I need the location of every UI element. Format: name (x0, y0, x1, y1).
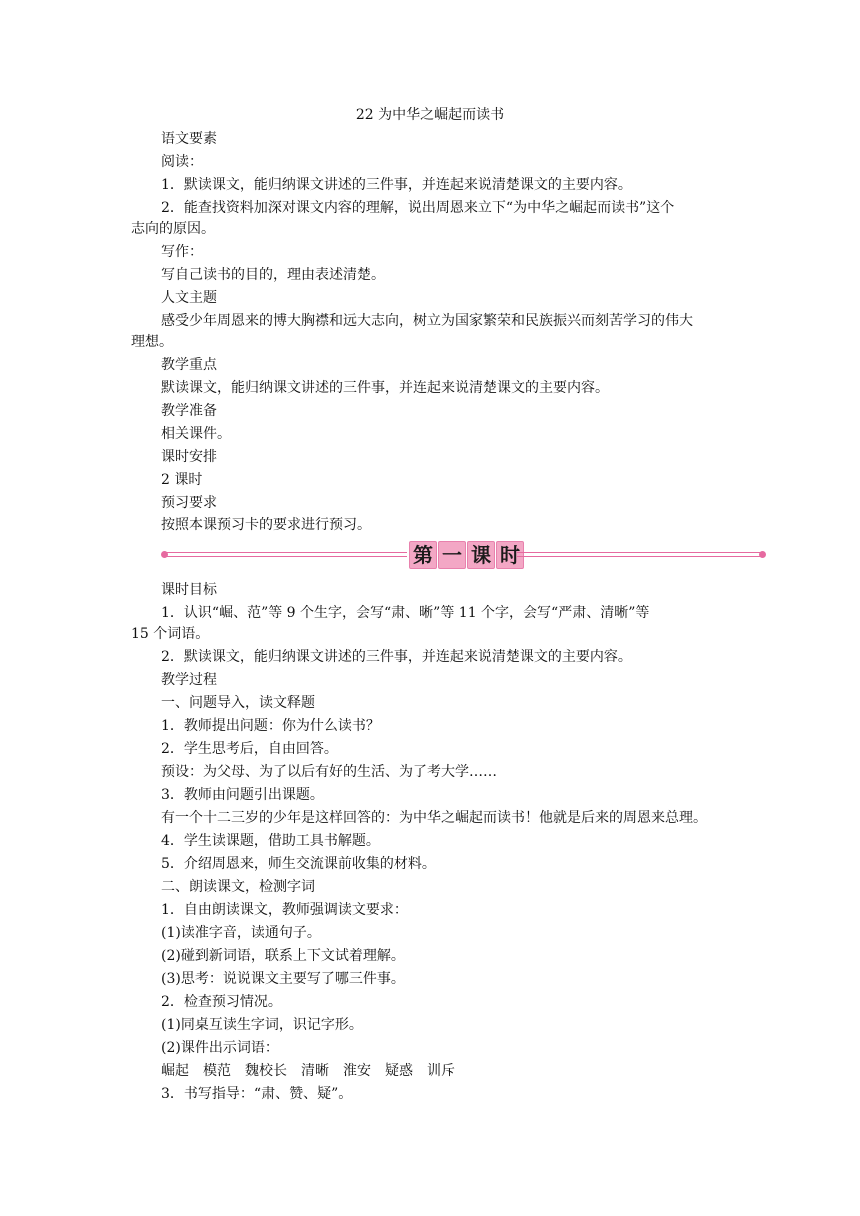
step-1-item-3: 3．教师由问题引出课题。 (161, 787, 324, 803)
step-1-item-2: 2．学生思考后，自由回答。 (161, 741, 338, 757)
heading-preview: 预习要求 (161, 495, 217, 511)
step-2-sub-5: (2)课件出示词语： (161, 1040, 279, 1056)
schedule-text: 2 课时 (161, 472, 203, 488)
writing-text: 写自己读书的目的，理由表述清楚。 (161, 267, 385, 283)
heading-teaching-process: 教学过程 (161, 672, 217, 688)
lesson-title: 22 为中华之崛起而读书 (355, 107, 505, 123)
key-points-text: 默读课文，能归纳课文讲述的三件事，并连起来说清楚课文的主要内容。 (161, 380, 609, 396)
heading-schedule: 课时安排 (161, 449, 217, 465)
heading-language-elements: 语文要素 (161, 131, 217, 147)
heading-key-points: 教学重点 (161, 357, 217, 373)
label-writing: 写作： (161, 244, 203, 260)
theme-text: 感受少年周恩来的博大胸襟和远大志向，树立为国家繁荣和民族振兴而刻苦学习的伟大 (161, 313, 693, 329)
banner-char: 课 (467, 541, 495, 569)
step-1-story: 有一个十二三岁的少年是这样回答的：为中华之崛起而读书！他就是后来的周恩来总理。 (161, 810, 707, 826)
heading-preparation: 教学准备 (161, 403, 217, 419)
step-2-sub-2: (2)碰到新词语，联系上下文试着理解。 (161, 948, 405, 964)
reading-item-1: 1．默读课文，能归纳课文讲述的三件事，并连起来说清楚课文的主要内容。 (161, 177, 632, 193)
step-2-item-1: 1．自由朗读课文，教师强调读文要求： (161, 902, 408, 918)
theme-text-cont: 理想。 (131, 334, 173, 350)
step-1-heading: 一、问题导入，读文释题 (161, 695, 315, 711)
step-2-heading: 二、朗读课文，检测字词 (161, 879, 315, 895)
heading-humanistic-theme: 人文主题 (161, 290, 217, 306)
step-1-item-4: 4．学生读课题，借助工具书解题。 (161, 833, 380, 849)
step-2-item-2: 2．检查预习情况。 (161, 994, 282, 1010)
step-1-item-5: 5．介绍周恩来，师生交流课前收集的材料。 (161, 856, 436, 872)
reading-item-2: 2．能查找资料加深对课文内容的理解，说出周恩来立下“为中华之崛起而读书”这个 (161, 200, 675, 216)
step-2-sub-3: (3)思考：说说课文主要写了哪三件事。 (161, 971, 405, 987)
step-2-sub-1: (1)读准字音，读通句子。 (161, 925, 321, 941)
banner-title (409, 541, 525, 569)
vocabulary-list: 崛起 模范 魏校长 清晰 淮安 疑惑 训斥 (161, 1063, 455, 1079)
goal-item-2: 2．默读课文，能归纳课文讲述的三件事，并连起来说清楚课文的主要内容。 (161, 649, 632, 665)
goal-item-1: 1．认识“崛、范”等 9 个生字，会写“肃、晰”等 11 个字，会写“严肃、清晰”等 (161, 605, 650, 621)
preparation-text: 相关课件。 (161, 426, 231, 442)
banner-char: 时 (496, 541, 524, 569)
step-2-sub-4: (1)同桌互读生字词，识记字形。 (161, 1017, 363, 1033)
preview-text: 按照本课预习卡的要求进行预习。 (161, 517, 371, 533)
step-1-preset: 预设：为父母、为了以后有好的生活、为了考大学…… (161, 764, 497, 780)
label-reading: 阅读： (161, 154, 203, 170)
step-2-item-3: 3．书写指导：“肃、赞、疑”。 (161, 1086, 353, 1102)
banner-char: 一 (438, 541, 466, 569)
lesson-period-banner (161, 541, 766, 569)
banner-dot-right (759, 551, 766, 558)
goal-item-1-cont: 15 个词语。 (131, 626, 210, 642)
step-1-item-1: 1．教师提出问题：你为什么读书？ (161, 718, 380, 734)
heading-period-goals: 课时目标 (161, 582, 217, 598)
banner-rule-right (517, 552, 762, 557)
reading-item-2-cont: 志向的原因。 (131, 221, 215, 237)
banner-rule-left (165, 552, 407, 557)
banner-char: 第 (409, 541, 437, 569)
